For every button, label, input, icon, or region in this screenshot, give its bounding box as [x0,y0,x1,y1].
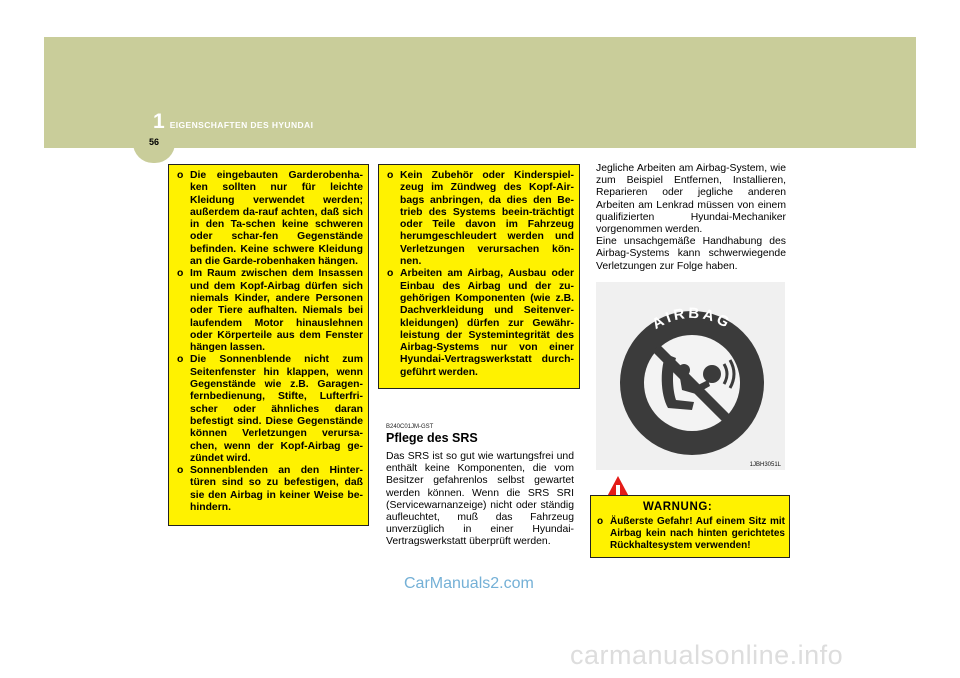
list-item: o Kein Zubehör oder Kinderspiel-zeug im Zündweg des Kopf-Air-bags anbringen, da dies den Be-trieb des Systems beein-trächtigt oder Teile davon im Fahrzeug herumgeschleudert werden und Verletzungen verursachen kön-nen. [387,170,574,268]
section-heading: Pflege des SRS [386,431,478,445]
list-item: o Die eingebauten Garderobenha-ken sollten nur für leichte Kleidung verwendet werden; außerdem da-rauf achten, daß sich in den Ta-schen keine schweren oder schar-fen Gegenstände befinden. Keine schwere Kleidung an die Garde-robenhaken hängen. [177,170,363,268]
paragraph: Jegliche Arbeiten am Airbag-System, wie zum Beispiel Entfernen, Installieren, Reparieren oder jegliche anderen Arbeiten am Lenkrad müssen von einem qualifizierten Hyundai-Mechaniker vorgenommen werden. [596,163,786,236]
footer-watermark: carmanualsonline.info [570,640,844,670]
bullet-mark: o [387,170,394,181]
list-item: o Im Raum zwischen dem Insassen und dem Kopf-Airbag dürfen sich niemals Kinder, andere Personen oder Tiere aufhalten. Niemals bei laufendem Motor hinauslehnen oder Körperteile aus dem Fenster hängen lassen. [177,268,363,354]
chapter-header [153,110,313,134]
bullet-mark: o [177,465,184,477]
list-item: o Arbeiten am Airbag, Ausbau oder Einbau des Airbag und der zu-gehörigen Komponenten (wie z.B. Dachverkleidung und Seitenver-kleidungen) dürfen zur Gewähr-leistung der Systemintegrität des Airbag-Systems nur von einer Hyundai-Vertragswerkstatt durch-geführt werden. [387,268,574,378]
figure-code: 1JBH3051L [749,462,781,468]
airbag-warning-icon [596,282,785,470]
srs-care-section [386,424,574,549]
caution-box-middle [378,164,580,389]
chapter-title: EIGENSCHAFTEN DES HYUNDAI [169,120,314,130]
airbag-label: AIRBAG [649,304,735,333]
bullet-mark: o [177,170,184,181]
list-item: o Äußerste Gefahr! Auf einem Sitz mit Airbag kein nach hinten gerichtetes Rückhaltesystem verwenden! [597,516,785,551]
chapter-number: 1 [153,110,165,133]
watermark-link[interactable]: CarManuals2.com [404,575,534,592]
right-column-text [596,163,786,273]
section-body: Das SRS ist so gut wie wartungsfrei und enthält keine Komponenten, die vom Besitzer gefahrenlos selbst gewartet werden können. Wenn die SRS SRI (Servicewarnanzeige) nicht oder ständig aufleuchtet, muß das Fahrzeug unverzüglich in einer Hyundai-Vertragswerkstatt überprüft werden. [386,451,574,548]
bullet-mark: o [177,268,184,280]
paragraph: Eine unsachgemäße Handhabung des Airbag-Systems kann schwerwiegende Verletzungen zur Folge haben. [596,236,786,272]
list-item: o Die Sonnenblende nicht zum Seitenfenster hin klappen, wenn Gegenstände wie z.B. Garagen-fernbedienung, Stifte, Lufterfri-scher oder ähnliches daran befestigt sind. Diese Gegenstände können Verletzungen verursa-chen, wenn der Kopf-Airbag ge-zündet wird. [177,354,363,464]
warning-title: WARNUNG: [643,501,713,513]
section-code: B240C01JM-GST [386,424,434,430]
bullet-mark: o [387,268,394,280]
page-number: 56 [148,137,159,147]
airbag-figure [596,282,785,470]
warning-box [590,495,790,558]
bullet-mark: o [177,354,184,366]
bullet-mark: o [597,516,604,527]
list-item: o Sonnenblenden an den Hinter-türen sind so zu befestigen, daß sie den Airbag in keiner Weise be-hindern. [177,465,363,514]
caution-box-left [168,164,369,526]
